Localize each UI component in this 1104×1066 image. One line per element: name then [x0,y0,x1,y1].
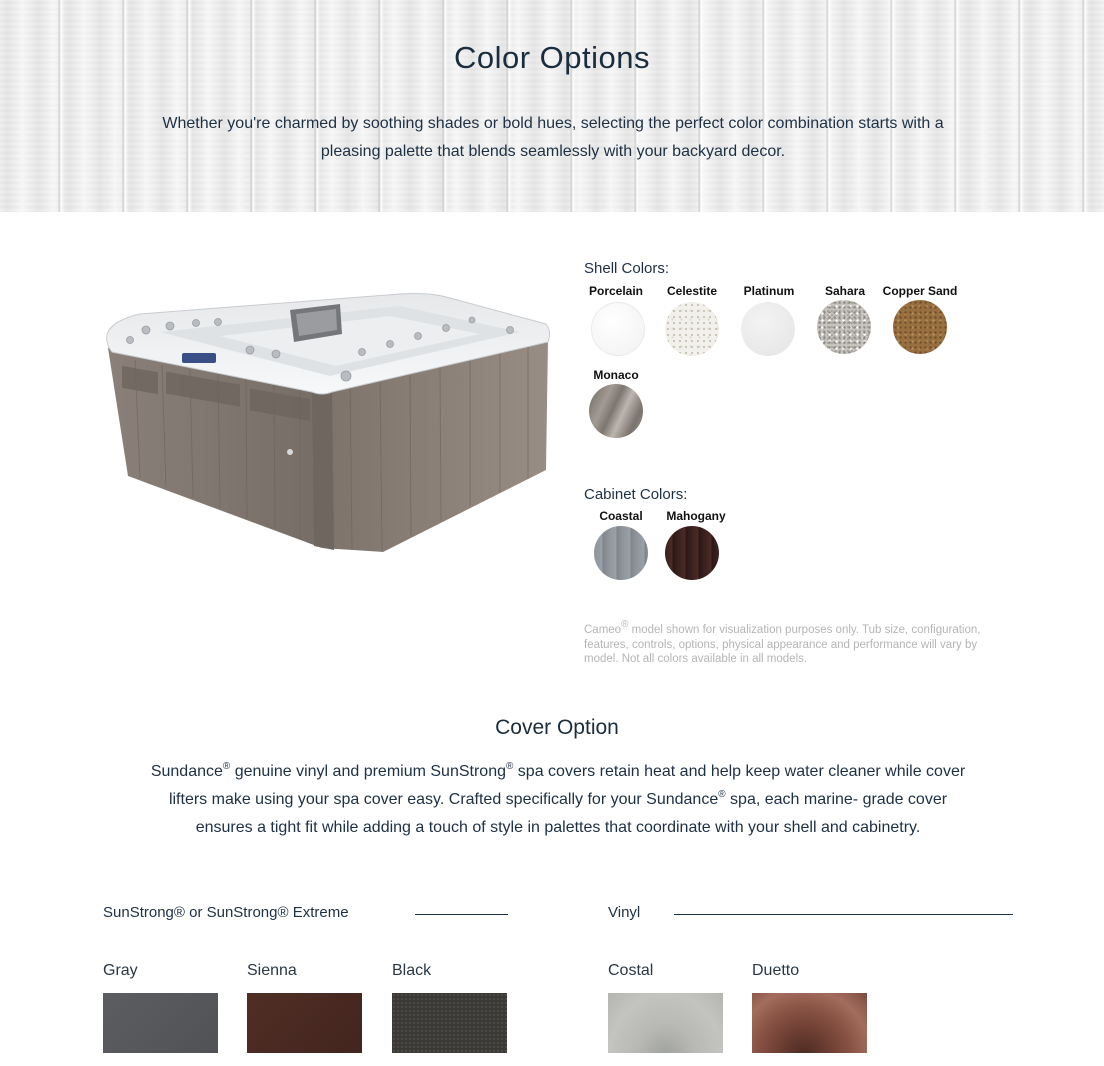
swatch-label-sahara: Sahara [824,284,866,298]
cover-label-gray: Gray [103,962,138,979]
cover-desc-part: spa, each marine- grade cover ensures a tight fit while adding a touch of style in palettes that coordinate with your shell and cabinetry. [195,791,948,836]
reg-mark: ® [505,760,514,772]
cabinet-colors-heading: Cabinet Colors: [584,486,688,503]
swatch-label-platinum: Platinum [743,284,795,298]
cover-tile-costal[interactable] [608,993,723,1053]
cover-label-black: Black [392,962,432,979]
disclaimer-body: model shown for visualization purposes only. Tub size, configuration, features, controls, options, physical appearance and performance will vary by model. Not all colors available in all models. [584,624,981,665]
swatch-label-coastal: Coastal [599,509,643,523]
swatch-label-porcelain: Porcelain [588,284,644,298]
hot-tub-image [100,280,560,570]
cover-tile-sienna[interactable] [247,993,362,1053]
cover-desc-part: Sundance [150,763,223,780]
sunstrong-divider [415,914,508,915]
hero-banner [0,0,1104,212]
cover-label-sienna: Sienna [247,962,297,979]
swatch-label-mahogany: Mahogany [666,509,726,523]
sunstrong-heading: SunStrong® or SunStrong® Extreme [103,904,349,921]
reg-mark: ® [718,788,726,800]
disclaimer-brand: Cameo [584,624,622,636]
swatch-label-celestite: Celestite [666,284,718,298]
shell-swatch-platinum[interactable] [741,302,795,356]
cover-desc-part: spa covers retain heat and help keep water cleaner while cover lifters make using your spa cover easy. Crafted specifically for your Sundance [168,763,966,808]
shell-swatch-sahara[interactable] [817,300,871,354]
cover-desc-part: genuine vinyl and premium SunStrong [230,763,506,780]
cabinet-swatch-coastal[interactable] [594,526,648,580]
shell-swatch-copper-sand[interactable] [893,300,947,354]
cover-option-description [150,758,966,842]
cover-tile-gray[interactable] [103,993,218,1053]
swatch-label-copper-sand: Copper Sand [882,284,958,298]
disclaimer-reg-mark: ® [621,619,629,631]
vinyl-heading: Vinyl [608,904,641,921]
shell-swatch-monaco[interactable] [589,384,643,438]
page-title: Color Options [453,40,651,75]
cover-label-costal: Costal [608,962,654,979]
swatch-label-monaco: Monaco [593,368,639,382]
cover-option-title: Cover Option [495,716,619,739]
cover-label-duetto: Duetto [752,962,800,979]
cover-tile-duetto[interactable] [752,993,867,1053]
shell-swatch-celestite[interactable] [665,302,719,356]
hero-description: Whether you're charmed by soothing shades or bold hues, selecting the perfect color combination starts with a pleasing palette that blends seamlessly with your backyard decor. [162,115,944,160]
cover-tile-black[interactable] [392,993,507,1053]
shell-colors-heading: Shell Colors: [584,260,670,277]
shell-swatch-porcelain[interactable] [591,302,645,356]
cabinet-swatch-mahogany[interactable] [665,526,719,580]
disclaimer-text [584,619,1014,667]
vinyl-divider [674,914,1013,915]
reg-mark: ® [222,760,231,772]
